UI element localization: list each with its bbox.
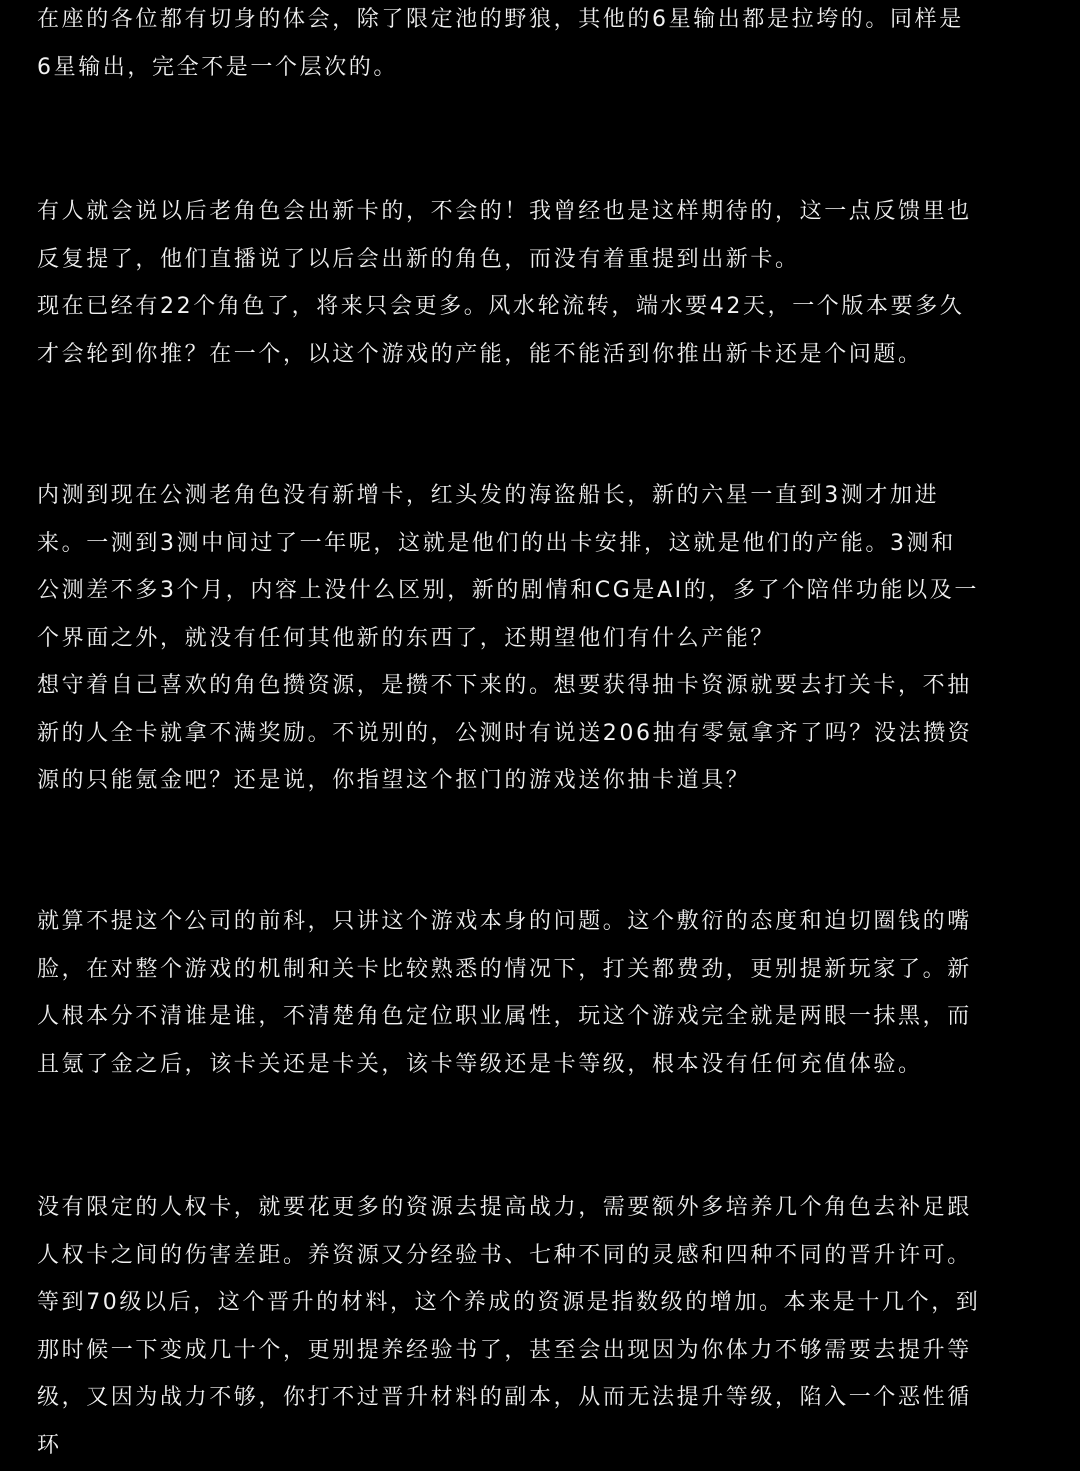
text-line: 个界面之外，就没有任何其他新的东西了，还期望他们有什么产能？ bbox=[37, 625, 776, 651]
paragraph-4 bbox=[37, 898, 1047, 1088]
text-line: 内测到现在公测老角色没有新增卡，红头发的海盗船长，新的六星一直到3测才加进 bbox=[37, 483, 940, 508]
text-line: 反复提了，他们直播说了以后会出新的角色，而没有着重提到出新卡。 bbox=[37, 246, 800, 272]
paragraph-5 bbox=[37, 1184, 1047, 1469]
text-line: 就算不提这个公司的前科，只讲这个游戏本身的问题。这个敷衍的态度和迫切圈钱的嘴 bbox=[37, 909, 972, 934]
text-line: 公测差不多3个月，内容上没什么区别，新的剧情和CG是AI的，多了个陪伴功能以及一 bbox=[37, 578, 979, 603]
paragraph-3 bbox=[37, 472, 1047, 805]
text-line: 现在已经有22个角色了，将来只会更多。风水轮流转，端水要42天，一个版本要多久 bbox=[37, 294, 965, 319]
text-line: 想守着自己喜欢的角色攒资源，是攒不下来的。想要获得抽卡资源就要去打关卡，不抽 bbox=[37, 673, 972, 698]
text-line: 源的只能氪金吧？还是说，你指望这个抠门的游戏送你抽卡道具？ bbox=[37, 768, 751, 793]
text-line: 在座的各位都有切身的体会，除了限定池的野狼，其他的6星输出都是拉垮的。同样是 bbox=[37, 7, 964, 32]
text-line: 脸，在对整个游戏的机制和关卡比较熟悉的情况下，打关都费劲，更别提新玩家了。新 bbox=[37, 956, 972, 982]
text-line: 等到70级以后，这个晋升的材料，这个养成的资源是指数级的增加。本来是十几个，到 bbox=[37, 1290, 981, 1315]
text-line: 新的人全卡就拿不满奖励。不说别的，公测时有说送206抽有零氪拿齐了吗？没法攒资 bbox=[37, 720, 973, 746]
text-line: 人根本分不清谁是谁，不清楚角色定位职业属性，玩这个游戏完全就是两眼一抹黑，而 bbox=[37, 1004, 972, 1029]
text-line: 环 bbox=[37, 1432, 62, 1458]
text-line: 来。一测到3测中间过了一年呢，这就是他们的出卡安排，这就是他们的产能。3测和 bbox=[37, 530, 956, 556]
text-line: 6星输出，完全不是一个层次的。 bbox=[37, 54, 398, 80]
text-line: 没有限定的人权卡，就要花更多的资源去提高战力，需要额外多培养几个角色去补足跟 bbox=[37, 1195, 972, 1220]
text-line: 才会轮到你推？在一个，以这个游戏的产能，能不能活到你推出新卡还是个问题。 bbox=[37, 341, 923, 367]
text-line: 且氪了金之后，该卡关还是卡关，该卡等级还是卡等级，根本没有任何充值体验。 bbox=[37, 1051, 923, 1077]
text-line: 那时候一下变成几十个，更别提养经验书了，甚至会出现因为你体力不够需要去提升等 bbox=[37, 1337, 972, 1363]
paragraph-2 bbox=[37, 188, 1047, 378]
paragraph-1 bbox=[37, 0, 1047, 91]
text-line: 级，又因为战力不够，你打不过晋升材料的副本，从而无法提升等级，陷入一个恶性循 bbox=[37, 1385, 972, 1410]
text-line: 有人就会说以后老角色会出新卡的，不会的！我曾经也是这样期待的，这一点反馈里也 bbox=[37, 199, 972, 224]
text-line: 人权卡之间的伤害差距。养资源又分经验书、七种不同的灵感和四种不同的晋升许可。 bbox=[37, 1242, 972, 1268]
